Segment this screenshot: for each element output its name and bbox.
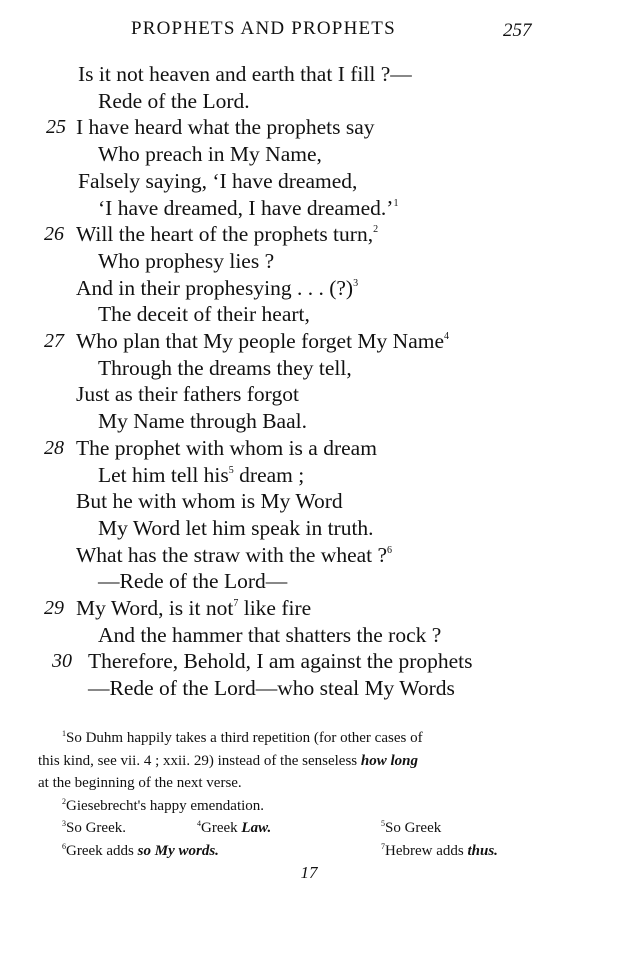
verse-line — [0, 435, 618, 461]
footnote-7 — [381, 840, 498, 863]
verse-text — [98, 462, 304, 488]
verse-text — [76, 328, 449, 354]
footnote-mark: 5 — [381, 819, 385, 828]
footnote-reference: 2 — [373, 224, 379, 236]
verse-text — [76, 435, 377, 461]
verse-text — [78, 168, 357, 194]
footnote-mark: 1 — [62, 729, 66, 738]
verse-text — [98, 355, 352, 381]
verse-line-text: But he with whom is My Word — [76, 489, 343, 514]
footnote-3 — [62, 817, 126, 840]
page-header — [0, 18, 618, 48]
verse-number: 26 — [44, 223, 64, 246]
verse-line-text: —Rede of the Lord— — [98, 569, 288, 594]
verse-text — [76, 381, 299, 407]
footnote-emphasis: Law. — [241, 820, 272, 836]
verse-line-text: Who prophesy lies ? — [98, 248, 275, 273]
footnote-reference: 3 — [353, 277, 359, 289]
verse-line — [0, 515, 618, 541]
signature-mark: 17 — [300, 863, 318, 882]
verse-line — [0, 622, 618, 648]
footnote-row — [40, 817, 540, 840]
verse-line — [0, 595, 618, 621]
verse-line-text: Who preach in My Name, — [98, 142, 322, 167]
verse-text — [98, 515, 374, 541]
footnote-text: Greek — [201, 820, 242, 836]
footnote-reference: 7 — [233, 598, 239, 609]
running-title: PROPHETS AND PROPHETS — [131, 18, 396, 39]
verse-line — [0, 141, 618, 167]
verse-line — [0, 648, 618, 674]
footnote-text: So Greek. — [66, 820, 126, 836]
verse-line-text: Will the heart of the prophets turn, — [76, 222, 374, 247]
footnote-1-continued — [38, 750, 538, 773]
verse-line-text: Just as their fathers forgot — [76, 382, 299, 407]
verse-line — [0, 221, 618, 247]
verse-text — [98, 568, 287, 594]
verse-line-text: My Word, is it not — [76, 596, 234, 620]
footnotes — [40, 727, 540, 862]
verse-text — [76, 114, 375, 140]
footnote-reference: 5 — [228, 464, 234, 476]
verse-number: 27 — [44, 330, 64, 352]
verse-number: 29 — [44, 597, 64, 619]
footnote-text: at the beginning of the next verse. — [38, 775, 242, 791]
verse-line-text: —Rede of the Lord—who steal My Words — [88, 676, 455, 701]
verse-line-text: I have heard what the prophets say — [76, 115, 375, 140]
verse-line — [0, 381, 618, 407]
verse-line-text: And in their prophesying . . . (?) — [76, 275, 354, 300]
footnote-2 — [40, 795, 540, 818]
verse-line-text: What has the straw with the wheat ? — [76, 542, 388, 567]
verse-text — [76, 275, 358, 301]
footnote-mark: 7 — [381, 841, 385, 851]
footnote-mark: 4 — [197, 819, 201, 828]
verse-line — [0, 168, 618, 194]
footnote-reference: 4 — [444, 331, 449, 342]
footnote-mark: 3 — [62, 819, 66, 828]
verse-line — [0, 542, 618, 568]
verse-line — [0, 248, 618, 274]
footnote-text: So Greek — [385, 820, 442, 836]
verse-text — [98, 408, 307, 434]
verse-number: 30 — [52, 650, 72, 673]
verse-text — [98, 141, 322, 167]
footnote-text: Giesebrecht's happy emendation. — [66, 797, 265, 814]
footnote-1-continued — [38, 772, 538, 795]
verse-text — [98, 88, 250, 114]
footnote-text: So Duhm happily takes a third repetition (for other cases of — [66, 730, 423, 746]
verse-line-text: Is it not heaven and earth that I fill ?— — [78, 62, 412, 86]
footnote-reference: 6 — [387, 544, 393, 556]
footnote-reference: 1 — [393, 197, 399, 209]
verse-text — [76, 542, 392, 568]
verse-line-text: Falsely saying, ‘I have dreamed, — [78, 168, 358, 193]
verse-line — [0, 275, 618, 301]
verse-text — [76, 221, 378, 247]
footnote-emphasis: so My words. — [137, 842, 219, 859]
verse-line — [0, 195, 618, 221]
page-number: 257 — [503, 20, 532, 41]
verse-text — [88, 648, 472, 674]
verse-text — [76, 595, 311, 621]
verse-text — [98, 195, 398, 221]
footnote-row — [40, 840, 540, 863]
verse-line — [0, 301, 618, 327]
footnote-5 — [381, 817, 441, 840]
verse-line-text: And the hammer that shatters the rock ? — [98, 622, 442, 647]
footnote-6 — [62, 840, 219, 863]
verse-line-text: My Word let him speak in truth. — [98, 515, 374, 540]
verse-text — [98, 248, 274, 274]
verse-text — [88, 675, 455, 701]
verse-text — [76, 488, 343, 514]
verse-text — [98, 301, 310, 327]
footnote-emphasis: thus. — [467, 842, 498, 859]
verse-line-text: ‘I have dreamed, I have dreamed.’ — [98, 195, 394, 220]
verse-line-text: Who plan that My people forget My Name — [76, 329, 444, 353]
footnote-text: this kind, see vii. 4 ; xxii. 29) instead of the senseless — [38, 752, 361, 769]
verse-line-text: My Name through Baal. — [98, 409, 307, 434]
verse-line-text: The prophet with whom is a dream — [76, 435, 377, 460]
footnote-text: Greek adds — [66, 842, 138, 859]
verse-text — [78, 61, 412, 87]
verse-line — [0, 114, 618, 140]
footnote-mark: 6 — [62, 841, 66, 851]
verse-line-text: Therefore, Behold, I am against the prophets — [88, 649, 473, 674]
verse-line — [0, 408, 618, 434]
verse-line-text: The deceit of their heart, — [98, 302, 310, 327]
verse-line-text: Rede of the Lord. — [98, 88, 250, 113]
verse-line-text: Through the dreams they tell, — [98, 355, 352, 380]
verse-line — [0, 488, 618, 514]
footnote-emphasis: how long — [360, 752, 418, 769]
footnote-text: Hebrew adds — [385, 842, 468, 859]
verse-line-text: like fire — [238, 596, 312, 620]
verse-line — [0, 462, 618, 488]
verse-line-text: dream ; — [233, 462, 305, 487]
footnote-mark: 2 — [62, 796, 66, 806]
footnote-1 — [40, 727, 540, 750]
verse-text — [98, 622, 441, 648]
verse-line-text: Let him tell his — [98, 462, 229, 487]
verse-line — [0, 328, 618, 354]
verse-line — [0, 675, 618, 701]
verse-number: 28 — [44, 436, 64, 459]
verse-line — [0, 61, 618, 87]
verse-line — [0, 355, 618, 381]
footnote-4 — [197, 817, 271, 840]
verse-line — [0, 568, 618, 594]
verse-line — [0, 88, 618, 114]
verse-number: 25 — [46, 116, 66, 139]
